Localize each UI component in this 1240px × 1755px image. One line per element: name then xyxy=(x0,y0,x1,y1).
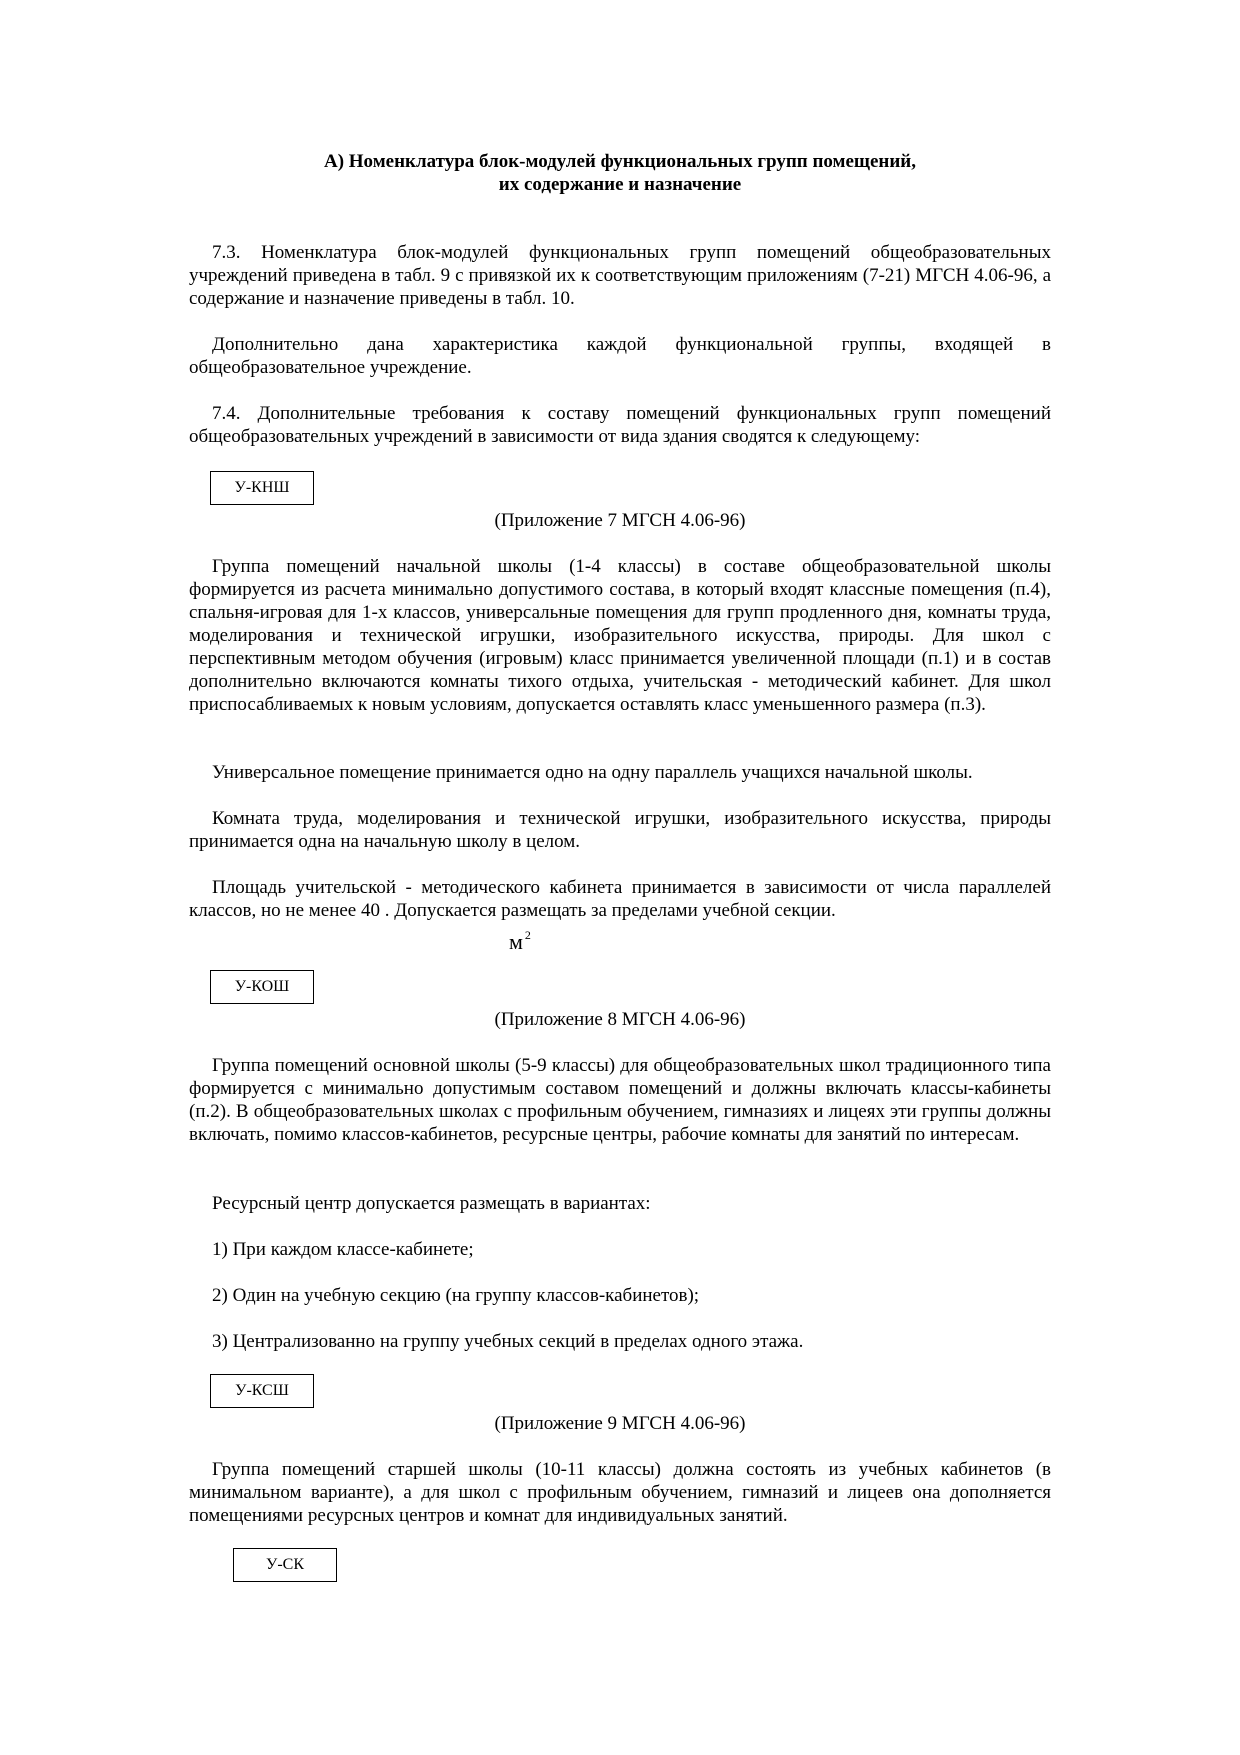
area-unit xyxy=(509,923,531,954)
paragraph-senior-school: Группа помещений старшей школы (10-11 классы) должна состоять из учебных кабинетов (в минимальном варианте), а для школ с профильным обучением, гимназий и лицеев она дополняется помещениями ресурсных центров и комнат для индивидуальных занятий. xyxy=(189,1459,1051,1526)
code-box-u-sk: У-СК xyxy=(233,1548,337,1582)
paragraph-7-4: 7.4. Дополнительные требования к составу помещений функциональных групп помещений общеобразовательных учреждений в зависимости от вида здания сводятся к следующему: xyxy=(189,403,1051,447)
area-unit-exponent: 2 xyxy=(524,928,531,942)
paragraph-labor-room: Комната труда, моделирования и технической игрушки, изобразительного искусства, природы принимается одна на начальную школу в целом. xyxy=(189,808,1051,852)
paragraph-primary-school: Группа помещений начальной школы (1-4 классы) в составе общеобразовательной школы формируется из расчета минимально допустимого состава, в который входят классные помещения (п.4), спальня-игровая для 1-х классов, универсальные помещения для групп продленного дня, комнаты труда, моделирования и технической игрушки, изобразительного искусства, природы. Для школ с перспективным методом обучения (игровым) класс принимается увеличенной площади (п.1) и в состав дополнительно включаются комнаты тихого отдыха, учительская - методический кабинет. Для школ приспосабливаемых к новым условиям, допускается оставлять класс уменьшенного размера (п.3). xyxy=(189,556,1051,715)
list-item-option-3: 3) Централизованно на группу учебных секций в пределах одного этажа. xyxy=(212,1331,804,1352)
paragraph-basic-school: Группа помещений основной школы (5-9 классы) для общеобразовательных школ традиционного типа формируется с минимально допустимым составом помещений и должны включать классы-кабинеты (п.2). В общеобразовательных школах с профильным обучением, гимназиях и лицеях эти группы должны включать, помимо классов-кабинетов, ресурсные центры, рабочие комнаты для занятий по интересам. xyxy=(189,1055,1051,1145)
list-item-option-1: 1) При каждом классе-кабинете; xyxy=(212,1239,474,1260)
appendix-7-reference: (Приложение 7 МГСН 4.06-96) xyxy=(494,510,746,531)
paragraph-teacher-room: Площадь учительской - методического кабинета принимается в зависимости от числа параллелей классов, но не менее 40 . Допускается размещать за пределами учебной секции. xyxy=(189,877,1051,921)
paragraph-universal-room: Универсальное помещение принимается одно на одну параллель учащихся начальной школы. xyxy=(212,762,973,783)
code-box-u-kosh: У-КОШ xyxy=(210,970,314,1004)
area-unit-base: м xyxy=(509,929,523,954)
appendix-9-reference: (Приложение 9 МГСН 4.06-96) xyxy=(494,1413,746,1434)
paragraph-resource-center: Ресурсный центр допускается размещать в вариантах: xyxy=(212,1193,651,1214)
paragraph-additional: Дополнительно дана характеристика каждой функциональной группы, входящей в общеобразовательное учреждение. xyxy=(189,334,1051,378)
code-box-u-kssh: У-КСШ xyxy=(210,1374,314,1408)
section-heading xyxy=(189,150,1051,196)
paragraph-7-3: 7.3. Номенклатура блок-модулей функциональных групп помещений общеобразовательных учреждений приведена в табл. 9 с привязкой их к соответствующим приложениям (7-21) МГСН 4.06-96, а содержание и назначение приведены в табл. 10. xyxy=(189,242,1051,309)
code-box-u-knsh: У-КНШ xyxy=(210,471,314,505)
heading-line-1: А) Номенклатура блок-модулей функциональных групп помещений, xyxy=(323,151,916,172)
heading-line-2: их содержание и назначение xyxy=(498,174,742,195)
appendix-8-reference: (Приложение 8 МГСН 4.06-96) xyxy=(494,1009,746,1030)
list-item-option-2: 2) Один на учебную секцию (на группу классов-кабинетов); xyxy=(212,1285,700,1306)
